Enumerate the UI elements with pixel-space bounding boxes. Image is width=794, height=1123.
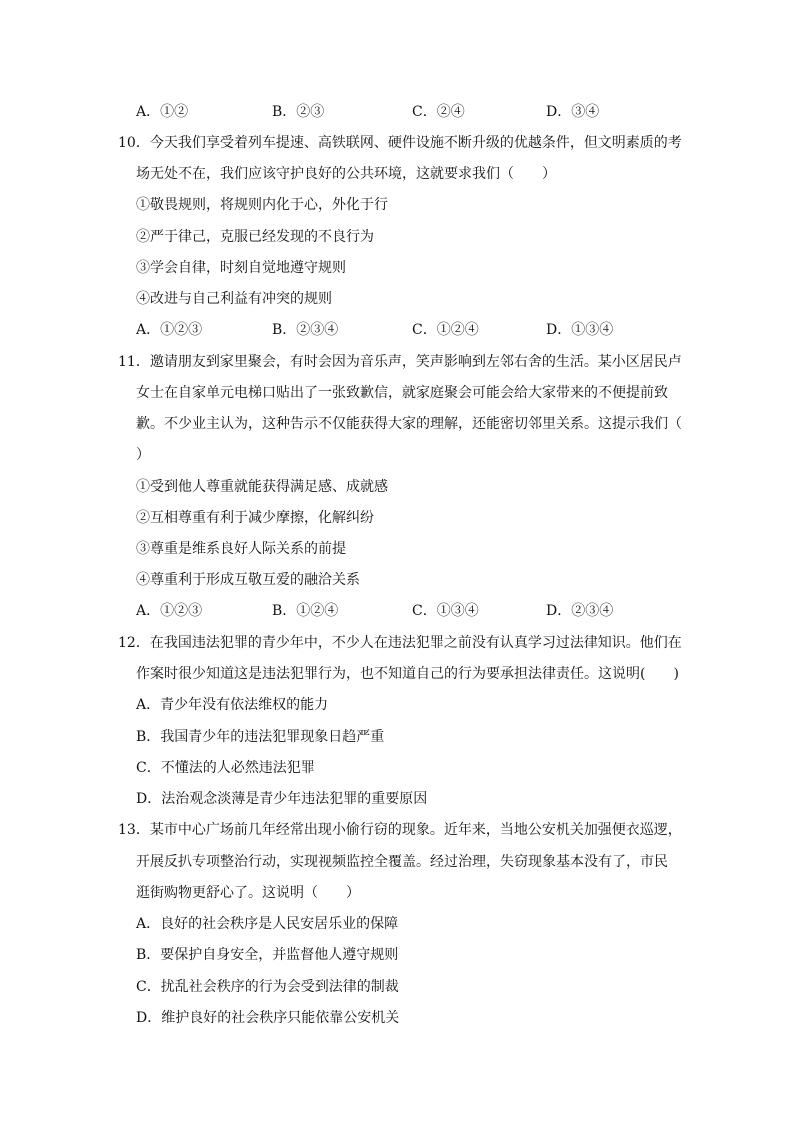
q13-option-d: D．维护良好的社会秩序只能依靠公安机关 (136, 1010, 400, 1026)
q12-option-c: C．不懂法的人必然违法犯罪 (136, 760, 315, 776)
q12-stem-line-1: 12．在我国违法犯罪的青少年中，不少人在违法犯罪之前没有认真学习过法律知识。他们在 (118, 635, 682, 651)
q10-stem-line-1: 10．今天我们享受着列车提速、高铁联网、硬件设施不断升级的优越条件，但文明素质的考 (118, 135, 682, 151)
q10-options (136, 320, 696, 340)
q10-option-a: A．①②③ (136, 322, 203, 338)
q10-option-d: D．①③④ (546, 322, 614, 338)
q12-stem-line-2: 作案时很少知道这是违法犯罪行为，也不知道自己的行为要承担法律责任。这说明( ) (136, 666, 679, 682)
q12-option-d: D．法治观念淡薄是青少年违法犯罪的重要原因 (136, 791, 428, 807)
q9-option-d: D．③④ (546, 104, 600, 120)
q10-item-3: ③学会自律，时刻自觉地遵守规则 (136, 260, 346, 276)
q11-stem-line-4: ） (136, 447, 150, 463)
q10-item-1: ①敬畏规则，将规则内化于心，外化于行 (136, 197, 388, 213)
q11-item-2: ②互相尊重有利于减少摩擦，化解纠纷 (136, 510, 374, 526)
q10-option-b: B．②③④ (272, 322, 339, 338)
q9-option-b: B．②③ (272, 104, 325, 120)
q9-option-a: A．①② (136, 104, 189, 120)
q11-option-b: B．①②④ (272, 603, 339, 619)
q11-stem-line-2: 女士在自家单元电梯口贴出了一张致歉信，就家庭聚会可能会给大家带来的不便提前致 (136, 385, 668, 401)
q12-option-b: B．我国青少年的违法犯罪现象日趋严重 (136, 729, 385, 745)
q13-stem-line-1: 13．某市中心广场前几年经常出现小偷行窃的现象。近年来，当地公安机关加强便衣巡逻， (118, 822, 682, 838)
q11-options (136, 601, 696, 621)
q13-option-c: C．扰乱社会秩序的行为会受到法律的制裁 (136, 979, 399, 995)
q13-option-b: B．要保护自身安全，并监督他人遵守规则 (136, 947, 399, 963)
q11-item-1: ①受到他人尊重就能获得满足感、成就感 (136, 479, 388, 495)
q11-stem-line-1: 11．邀请朋友到家里聚会，有时会因为音乐声，笑声影响到左邻右舍的生活。某小区居民卢 (118, 354, 682, 370)
q13-stem-line-2: 开展反扒专项整治行动，实现视频监控全覆盖。经过治理，失窃现象基本没有了，市民 (136, 854, 668, 870)
q11-item-3: ③尊重是维系良好人际关系的前提 (136, 541, 346, 557)
q11-option-d: D．②③④ (546, 603, 614, 619)
q13-stem-line-3: 逛街购物更舒心了。这说明（ ） (136, 885, 360, 901)
q10-item-2: ②严于律己，克服已经发现的不良行为 (136, 229, 374, 245)
q9-option-c: C．②④ (412, 104, 465, 120)
q13-option-a: A．良好的社会秩序是人民安居乐业的保障 (136, 916, 399, 932)
q9-options (136, 102, 696, 122)
q10-option-c: C．①②④ (412, 322, 479, 338)
q11-stem-line-3: 歉。不少业主认为，这种告示不仅能获得大家的理解，还能密切邻里关系。这提示我们（ (136, 416, 682, 432)
q11-option-a: A．①②③ (136, 603, 203, 619)
q11-item-4: ④尊重利于形成互敬互爱的融洽关系 (136, 572, 360, 588)
q10-stem-line-2: 场无处不在，我们应该守护良好的公共环境，这就要求我们（ ） (136, 166, 556, 182)
q12-option-a: A．青少年没有依法维权的能力 (136, 697, 329, 713)
q11-option-c: C．①③④ (412, 603, 479, 619)
q10-item-4: ④改进与自己利益有冲突的规则 (136, 291, 332, 307)
